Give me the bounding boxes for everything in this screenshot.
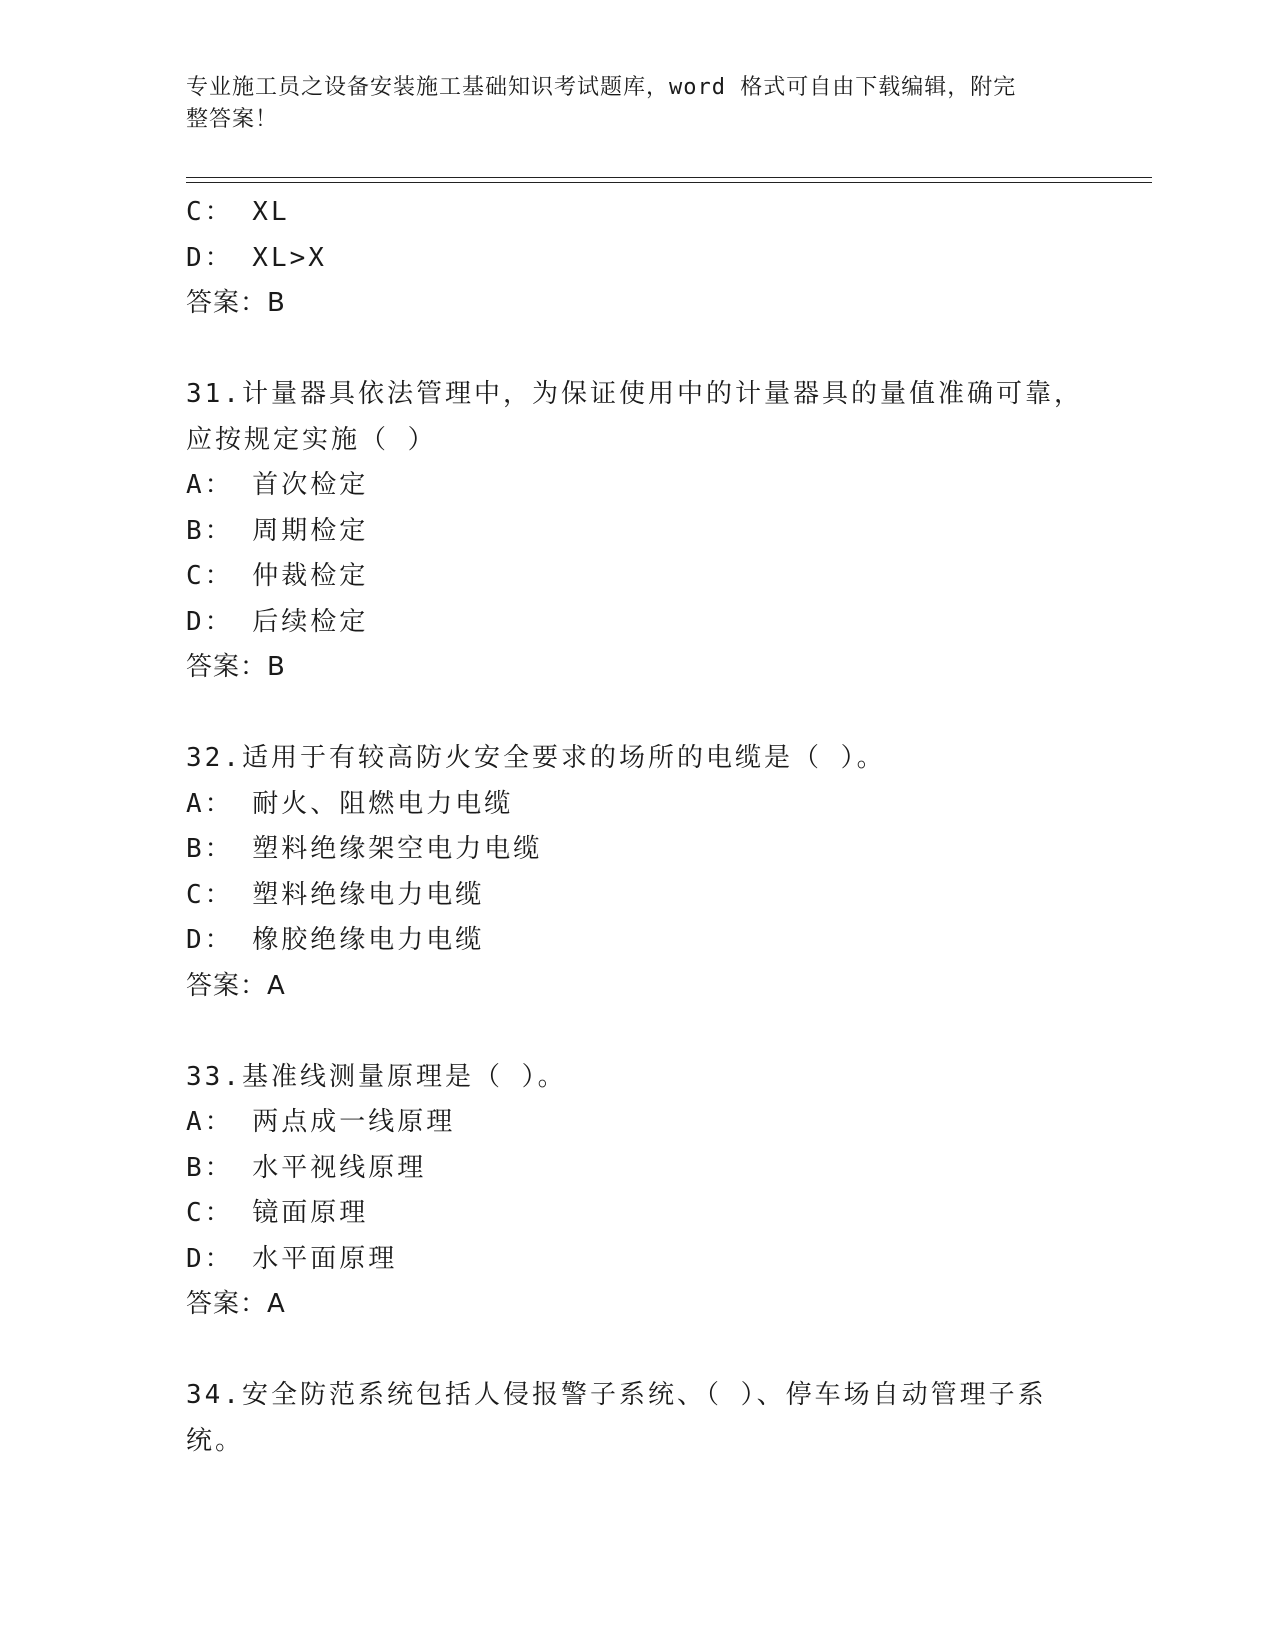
option-a: A： 首次检定	[186, 470, 369, 500]
option-c: C： 仲裁检定	[186, 561, 369, 591]
spacer	[186, 691, 1086, 737]
question-stem: 统。	[186, 1425, 245, 1456]
header-line-2: 整答案！	[186, 107, 279, 132]
answer-line	[186, 645, 1086, 691]
option-b: B： 塑料绝缘架空电力电缆	[186, 834, 543, 864]
option-a: A： 耐火、阻燃电力电缆	[186, 788, 514, 819]
answer-label: 答案：	[186, 970, 268, 1001]
header-line-1: 专业施工员之设备安装施工基础知识考试题库，word 格式可自由下载编辑，附完	[186, 75, 1017, 100]
question-stem: 34.安全防范系统包括人侵报警子系统、（ ）、停车场自动管理子系	[186, 1380, 1047, 1410]
option-d: D： XL>X	[186, 242, 327, 273]
question-30-tail	[186, 190, 1086, 327]
answer-value: B	[267, 288, 286, 318]
answer-value: B	[267, 652, 286, 682]
question-stem: 32.适用于有较高防火安全要求的场所的电缆是（ ）。	[186, 743, 886, 773]
option-c: C： XL	[186, 197, 290, 227]
answer-line	[186, 964, 1086, 1010]
option-a: A： 两点成一线原理	[186, 1107, 456, 1137]
answer-label: 答案：	[186, 652, 268, 682]
answer-value: A	[267, 1289, 286, 1319]
question-31	[186, 372, 1086, 691]
question-32	[186, 736, 1086, 1009]
option-d: D： 后续检定	[186, 606, 369, 637]
spacer	[186, 327, 1086, 373]
question-stem: 31.计量器具依法管理中，为保证使用中的计量器具的量值准确可靠，	[186, 379, 1083, 409]
option-c: C： 塑料绝缘电力电缆	[186, 879, 485, 910]
option-d: D： 橡胶绝缘电力电缆	[186, 925, 485, 955]
option-c: C： 镜面原理	[186, 1198, 369, 1228]
answer-label: 答案：	[186, 288, 268, 318]
option-b: B： 水平视线原理	[186, 1152, 427, 1183]
option-b: B： 周期检定	[186, 515, 369, 546]
question-stem: 应按规定实施（ ）	[186, 424, 437, 455]
question-stem: 33.基准线测量原理是（ ）。	[186, 1061, 567, 1092]
header-rule-top	[186, 177, 1152, 178]
question-list	[186, 190, 1086, 1464]
question-34	[186, 1373, 1086, 1464]
option-d: D： 水平面原理	[186, 1243, 398, 1274]
document-header	[186, 72, 1066, 136]
answer-value: A	[267, 970, 286, 1001]
question-33	[186, 1055, 1086, 1328]
answer-label: 答案：	[186, 1289, 268, 1319]
spacer	[186, 1328, 1086, 1374]
spacer	[186, 1009, 1086, 1055]
answer-line	[186, 1282, 1086, 1328]
answer-line	[186, 281, 1086, 327]
header-rule-bottom	[186, 182, 1152, 183]
